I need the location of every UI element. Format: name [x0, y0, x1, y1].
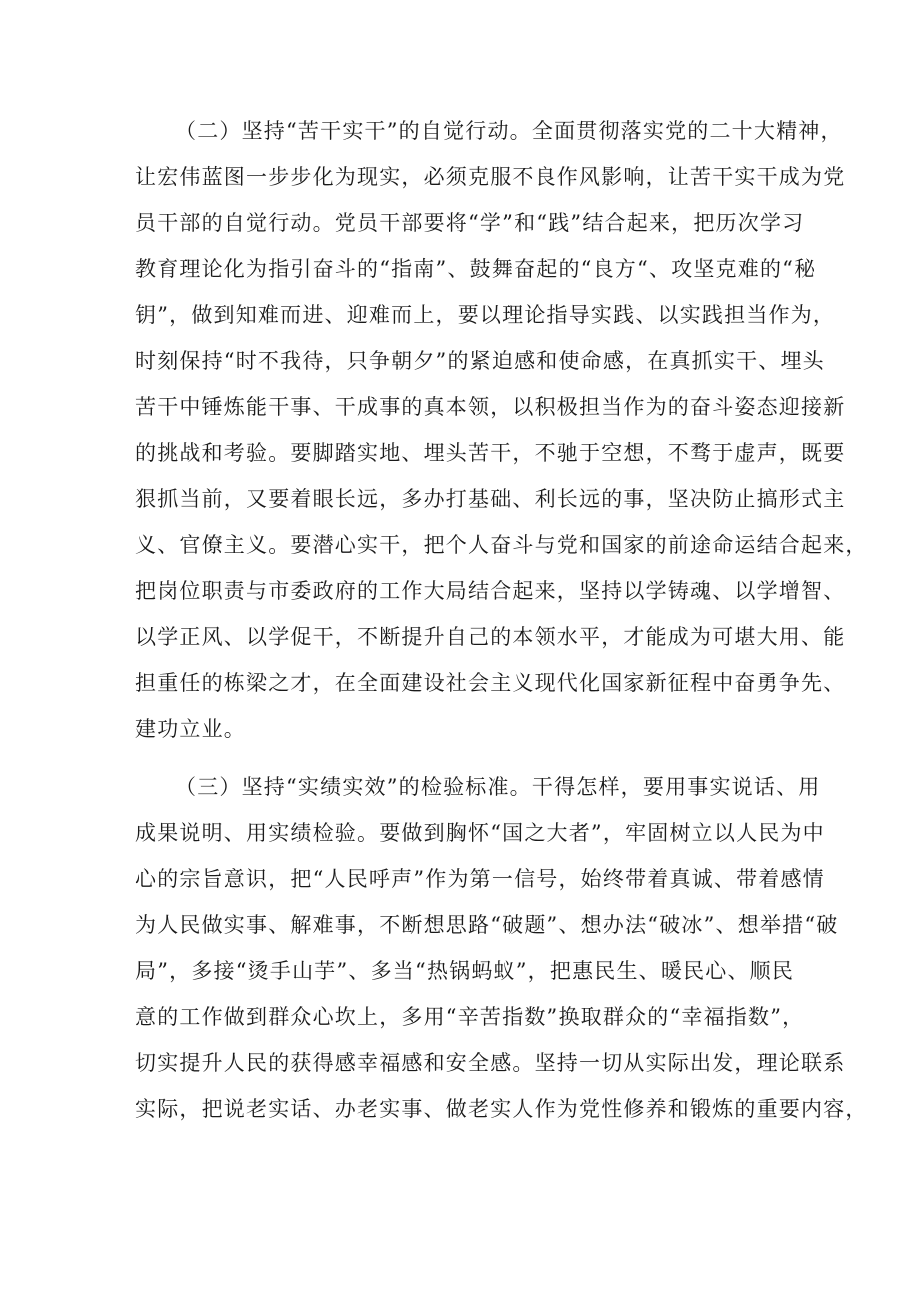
paragraph-line: 苦干中锤炼能干事、干成事的真本领，以积极担当作为的奋斗姿态迎接新	[135, 395, 846, 419]
paragraph-line: 担重任的栋梁之才，在全面建设社会主义现代化国家新征程中奋勇争先、	[135, 671, 846, 695]
paragraph-line: 为人民做实事、解难事，不断想思路“破题”、想办法“破冰”、想举措“破	[135, 913, 839, 937]
paragraph-line: 实际，把说老实话、办老实事、做老实人作为党性修养和锻炼的重要内容，	[135, 1097, 868, 1121]
paragraph-line: 让宏伟蓝图一步步化为现实，必须克服不良作风影响，让苦干实干成为党	[135, 165, 846, 189]
paragraph-line: 把岗位职责与市委政府的工作大局结合起来，坚持以学铸魂、以学增智、	[135, 579, 846, 603]
paragraph-line: 钥”，做到知难而进、迎难而上，要以理论指导实践、以实践担当作为，	[135, 303, 836, 327]
paragraph-line: 以学正风、以学促干，不断提升自己的本领水平，才能成为可堪大用、能	[135, 625, 846, 649]
paragraph-line: 义、官僚主义。要潜心实干，把个人奋斗与党和国家的前途命运结合起来，	[135, 533, 868, 557]
paragraph-line: （二）坚持“苦干实干”的自觉行动。全面贯彻落实党的二十大精神，	[175, 119, 843, 143]
paragraph-line: 时刻保持“时不我待，只争朝夕”的紧迫感和使命感，在真抓实干、埋头	[135, 349, 825, 373]
paragraph-line: 的挑战和考验。要脚踏实地、埋头苦干，不驰于空想，不骛于虚声，既要	[135, 441, 846, 465]
paragraph-line: 教育理论化为指引奋斗的“指南”、鼓舞奋起的“良方“、攻坚克难的“秘	[135, 257, 817, 281]
paragraph-line: 成果说明、用实绩检验。要做到胸怀“国之大者”，牢固树立以人民为中	[135, 821, 825, 845]
paragraph-line: 狠抓当前，又要着眼长远，多办打基础、利长远的事，坚决防止搞形式主	[135, 487, 846, 511]
paragraph-line: 建功立业。	[135, 717, 246, 741]
paragraph-line: 心的宗旨意识，把“人民呼声”作为第一信号，始终带着真诚、带着感情	[135, 867, 825, 891]
paragraph-line: 局”，多接“烫手山芋”、多当“热锅蚂蚁”，把惠民生、暖民心、顺民	[135, 959, 795, 983]
paragraph-line: 意的工作做到群众心坎上，多用“辛苦指数”换取群众的“幸福指数”，	[135, 1005, 805, 1029]
paragraph-line: 员干部的自觉行动。党员干部要将“学”和“践”结合起来，把历次学习	[135, 211, 805, 235]
paragraph-line: （三）坚持“实绩实效”的检验标准。干得怎样，要用事实说话、用	[175, 775, 821, 799]
paragraph-line: 切实提升人民的获得感幸福感和安全感。坚持一切从实际出发，理论联系	[135, 1051, 846, 1075]
